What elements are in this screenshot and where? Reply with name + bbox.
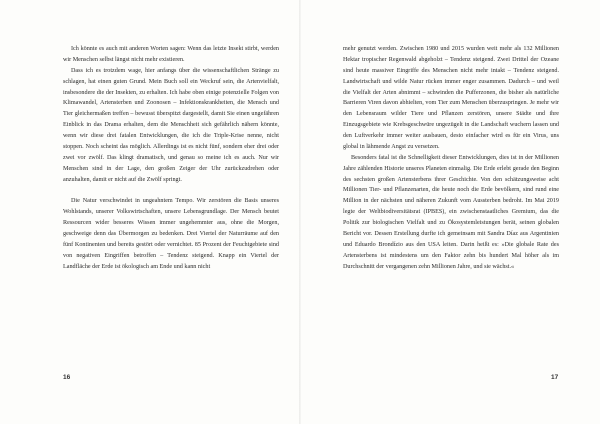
left-paragraph-3: Die Natur verschwindet in ungeahntem Tempo. Wir zerstören die Basis unseres Wohlstands, unserer Volkswirtschaften, unsere Lebensgrundlage. Der Mensch beutet Ressourcen wider besseres Wissen immer ungehemmter aus, ohne die Morgen, geschweige denn das Übermorgen zu bedenken. Drei Viertel der Naturräume auf den fünf Kontinenten und bereits gestört oder vernichtet. 85 Prozent der Feuchtgebiete sind von negativen Eingriffen betroffen – Tendenz steigend. Knapp ein Viertel der Landfläche der Erde ist ökologisch am Ende und kann nicht [63, 198, 279, 270]
left-page-number: 16 [63, 374, 71, 381]
right-paragraph-2: Besonders fatal ist die Schnelligkeit dieser Entwicklungen, dies ist in der Millionen Jahre zählenden Historie unseres Planeten einmalig. Die Erde erlebt gerade den Beginn des sechsten großen Artensterbens ihrer Geschichte. Von den schätzungsweise acht Millionen Tier- und Pflanzenarten, die heute noch die Erde bevölkern, sind rund eine Million in der nächsten und näheren Zukunft vom Aussterben bedroht. Im Mai 2019 legte der Weltbiodiversitätsrat (IPBES), ein zwischenstaatliches Gremium, das die Politik zur biologischen Vielfalt und zu Ökosystemleistungen berät, seinen globalen Bericht vor. Dessen Erstellung durfte ich gemeinsam mit Sandra Díaz aus Argentinien und Eduardo Brondízio aus den USA leiten. Darin heißt es: »Die globale Rate des Artensterbens ist mindestens um den Faktor zehn bis hundert Mal höher als im Durchschnitt der vergangenen zehn Millionen Jahre, und sie wächst.« [343, 154, 559, 270]
left-paragraph-2: Dass ich es trotzdem wage, hier anfangs über die wissenschaftlichen Stränge zu schlagen, hat einen guten Grund. Mein Buch soll ein Weckruf sein, die Artenvielfalt, insbesondere die der Insekten, zu erhalten. Ich habe oben einige potenzielle Folgen von Klimawandel, Artensterben und Zoonosen – Infektionskrankheiten, die Mensch und Tier gleichermaßen treffen – bewusst überspitzt dargestellt, damit Sie einen ungefähren Einblick in das Drama erhalten, dem die Menschheit sich gefährlich nähern könnte, wenn wir diese drei fatalen Entwicklungen, die ich die Triple-Krise nenne, nicht stoppen. Noch scheint das möglich. Allerdings ist es nicht fünf, sondern eher drei oder zwei vor zwölf. Das klingt dramatisch, und genau so meine ich es auch. Nur wir Menschen sind in der Lage, den großen Zeiger der Uhr zurückzudrehen oder anzuhalten, damit er nicht auf die Zwölf springt. [63, 67, 279, 183]
left-text-column [63, 44, 279, 272]
right-page [300, 0, 600, 424]
left-paragraph-1: Ich könnte es auch mit anderen Worten sagen: Wenn das letzte Insekt stirbt, werden wir Menschen selbst längst nicht mehr existieren. [63, 46, 279, 63]
right-page-number: 17 [551, 374, 559, 381]
right-text-column [343, 44, 559, 272]
right-paragraph-1: mehr genutzt werden. Zwischen 1980 und 2015 wurden weit mehr als 132 Millionen Hektar tropischer Regenwald abgeholzt – Tendenz steigend. Zwei Drittel der Ozeane sind heute massiver Eingriffe des Menschen nicht mehr intakt – Tendenz steigend. Landwirtschaft und wilde Natur rücken immer enger zusammen. Dadurch – und weil die Vielfalt der Arten abnimmt – schwinden die Pufferzonen, die bisher als natürliche Barrieren Viren davon abhielten, vom Tier zum Menschen überzuspringen. Je mehr wir den Lebensraum wilder Tiere und Pflanzen zerstören, unsere Städte und ihre Einzugsgebiete wie Krebsgeschwüre ungezügelt in die Landschaft wuchern lassen und den Luftverkehr immer weiter ausbauen, desto einfacher wird es für ein Virus, uns global in lähmende Angst zu versetzen. [343, 46, 559, 150]
